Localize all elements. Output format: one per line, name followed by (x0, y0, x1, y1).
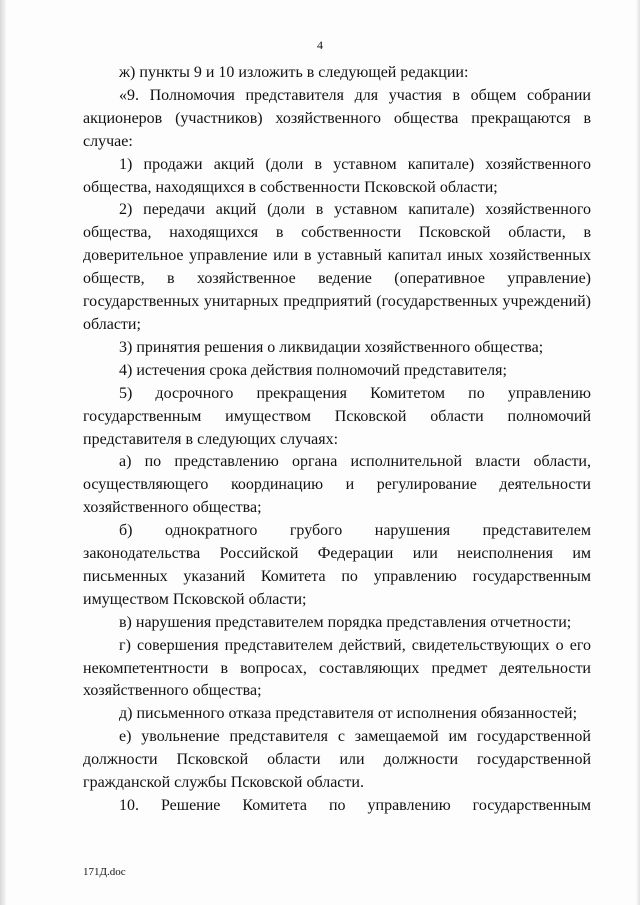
paragraph-subitem-b: б) однократного грубого нарушения представителем законодательства Российской Федерации или неисполнения им письменных указаний Комитета по управлению государственным имуществом Псковской области; (83, 522, 591, 608)
scan-edge-left (0, 0, 6, 905)
document-body (83, 62, 591, 818)
paragraph-subitem-a: а) по представлению органа исполнительной власти области, осуществляющего координацию и регулирование деятельности хозяйственного общества; (83, 453, 591, 517)
paragraph-item-4: 4) истечения срока действия полномочий представителя; (119, 361, 507, 379)
paragraph-subitem-e: е) увольнение представителя с замещаемой им государственной должности Псковской области или должности государственной гражданской службы Псковской области. (83, 728, 591, 792)
footer-filename: 171Д.doc (83, 866, 126, 878)
paragraph-item-5: 5) досрочного прекращения Комитетом по управлению государственным имуществом Псковской области полномочий представителя в следующих случаях: (83, 384, 591, 448)
paragraph-subitem-g: г) совершения представителем действий, свидетельствующих о его некомпетентности в вопросах, составляющих предмет деятельности хозяйственного общества; (83, 636, 591, 700)
scan-edge-right (636, 0, 640, 905)
paragraph-clause-10: 10. Решение Комитета по управлению государственным (119, 797, 591, 814)
paragraph-clause-9: «9. Полномочия представителя для участия в общем собрании акционеров (участников) хозяйственного общества прекращаются в случае: (83, 86, 591, 150)
paragraph-subitem-v: в) нарушения представителем порядка представления отчетности; (119, 613, 572, 631)
paragraph-subitem-d: д) письменного отказа представителя от исполнения обязанностей; (119, 705, 578, 723)
paragraph-item-3: 3) принятия решения о ликвидации хозяйственного общества; (119, 338, 544, 356)
page-number: 4 (317, 38, 323, 52)
paragraph-item-1: 1) продажи акций (доли в уставном капитале) хозяйственного общества, находящихся в собственности Псковской области; (83, 155, 591, 196)
paragraph-amendment-intro: ж) пункты 9 и 10 изложить в следующей редакции: (119, 64, 469, 81)
paragraph-item-2: 2) передачи акций (доли в уставном капитале) хозяйственного общества, находящихся в собственности Псковской области, в доверительное управление или в уставный капитал иных хозяйственных обществ, в хозяйственное ведение (оперативное управление) государственных унитарных предприятий (государственных учреждений) области; (83, 201, 591, 333)
